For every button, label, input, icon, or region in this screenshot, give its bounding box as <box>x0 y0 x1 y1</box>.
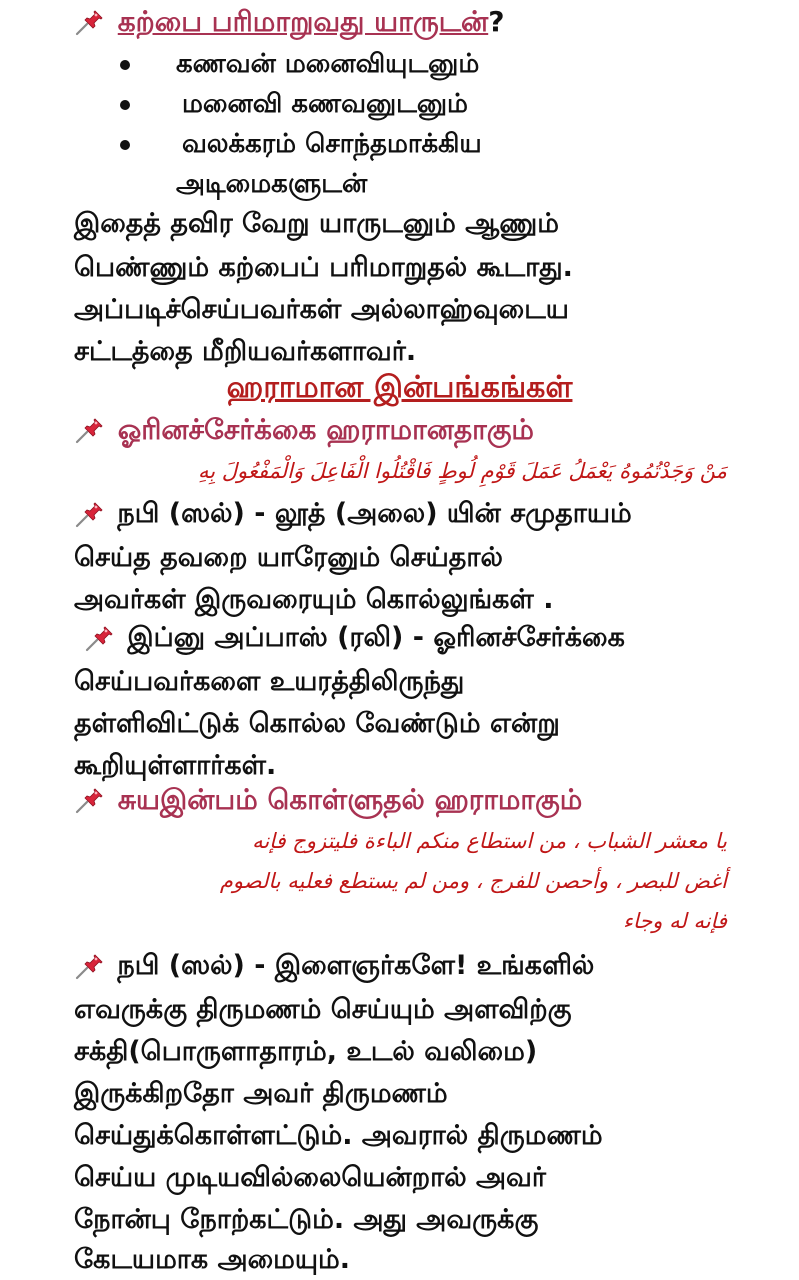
arabic-hadith-text: مَنْ وَجَدْتُمُوهُ يَعْمَلُ عَمَلَ قَوْمِ لُوطٍ فَاقْتُلُوا الْفَاعِلَ وَالْمَفْعُولَ بِهِ <box>197 459 727 483</box>
section1-title-text: கற்பை பரிமாறுவது யாருடன் <box>117 5 489 38</box>
section1-paragraph-line: இதைத் தவிர வேறு யாருடனும் ஆணும் <box>74 208 559 239</box>
bullet-item <box>120 124 482 164</box>
hadith-line: நோன்பு நோற்கட்டும். அது அவருக்கு <box>74 1204 539 1235</box>
bullet-dot <box>120 100 130 110</box>
section1-paragraph-line: சட்டத்தை மீறியவர்களாவர். <box>74 336 417 367</box>
haram-pleasures-title: ஹராமான இன்பங்கங்கள் <box>226 370 573 405</box>
hadith-line <box>74 494 632 534</box>
pushpin-icon <box>74 10 104 36</box>
hadith-line: செய்துக்கொள்ளட்டும். அவரால் திருமணம் <box>74 1120 603 1151</box>
hadith-line: செய்பவர்களை உயரத்திலிருந்து <box>74 666 465 697</box>
pushpin-icon <box>74 418 104 444</box>
section4-title <box>74 780 582 820</box>
pushpin-icon <box>74 788 104 814</box>
bullet-text: மனைவி கணவனுடனும் <box>182 89 468 119</box>
hadith-text: நபி (ஸல்) - லூத் (அலை) யின் சமுதாயம் <box>117 498 632 529</box>
hadith-line: இருக்கிறதோ அவர் திருமணம் <box>74 1078 448 1109</box>
section1-title <box>74 2 504 42</box>
bullet-continuation: அடிமைகளுடன் <box>176 169 368 199</box>
bullet-dot <box>120 140 130 150</box>
hadith-line: கூறியுள்ளார்கள். <box>74 750 277 781</box>
bullet-item <box>120 44 479 84</box>
arabic-hadith-line: يا معشر الشباب ، من استطاع منكم الباءة فليتزوج فإنه <box>252 829 727 853</box>
hadith-line: கேடயமாக அமையும். <box>74 1244 350 1275</box>
section3-title <box>74 410 534 450</box>
hadith-line: சக்தி(பொருளாதாரம், உடல் வலிமை) <box>74 1036 538 1067</box>
hadith-line: செய்த தவறை யாரேனும் செய்தால் <box>74 542 503 573</box>
pushpin-icon <box>74 954 104 980</box>
hadith-line: அவர்கள் இருவரையும் கொல்லுங்கள் . <box>74 584 554 615</box>
bullet-text: வலக்கரம் சொந்தமாக்கிய <box>182 129 482 159</box>
hadith-line <box>74 946 594 986</box>
pushpin-icon <box>84 626 114 652</box>
hadith-text: நபி (ஸல்) - இளைஞர்களே! உங்களில் <box>117 950 595 981</box>
arabic-hadith-line: فإنه له وجاء <box>623 909 727 933</box>
bullet-text: கணவன் மனைவியுடனும் <box>176 49 480 79</box>
section1-paragraph-line: பெண்ணும் கற்பைப் பரிமாறுதல் கூடாது. <box>74 252 573 283</box>
section3-title-text: ஓரினச்சேர்க்கை ஹராமானதாகும் <box>117 413 534 446</box>
hadith-line: தள்ளிவிட்டுக் கொல்ல வேண்டும் என்று <box>74 708 560 739</box>
bullet-item <box>120 84 468 124</box>
hadith-text: இப்னு அப்பாஸ் (ரலி) - ஓரினச்சேர்க்கை <box>127 622 625 653</box>
section1-paragraph-line: அப்படிச்செய்பவர்கள் அல்லாஹ்வுடைய <box>74 294 569 325</box>
arabic-hadith-line: أغض للبصر ، وأحصن للفرج ، ومن لم يستطع فعليه بالصوم <box>219 869 727 893</box>
hadith-line: எவருக்கு திருமணம் செய்யும் அளவிற்கு <box>74 994 572 1025</box>
pushpin-icon <box>74 502 104 528</box>
hadith-line: செய்ய முடியவில்லையென்றால் அவர் <box>74 1162 546 1193</box>
hadith-line <box>84 618 625 658</box>
section1-title-suffix: ? <box>488 5 505 38</box>
bullet-dot <box>120 60 130 70</box>
section4-title-text: சுயஇன்பம் கொள்ளுதல் ஹராமாகும் <box>117 783 583 816</box>
